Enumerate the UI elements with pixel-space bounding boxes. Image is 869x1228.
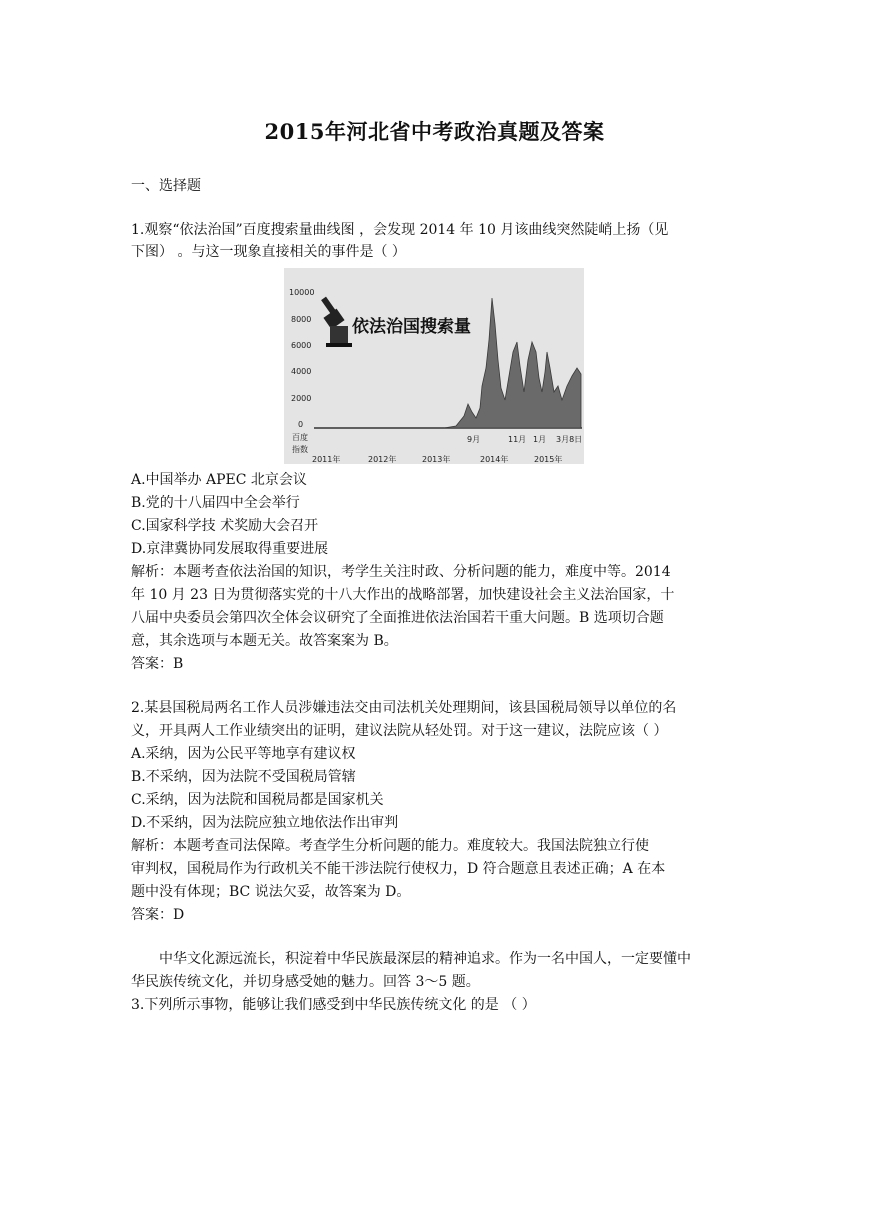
x-month-label: 1月 (533, 435, 547, 444)
x-year-label: 2012年 (368, 455, 397, 464)
figure-chart (284, 268, 584, 464)
x-year-label: 2015年 (534, 455, 563, 464)
y-tick-label: 0 (298, 420, 304, 429)
y-tick-label: 8000 (291, 315, 312, 324)
search-volume-figure (284, 268, 584, 464)
y-tick-label: 4000 (291, 367, 312, 376)
q1-analysis-line: 解析：本题考查依法治国的知识，考学生关注时政、分析问题的能力，难度中等。2014 (131, 564, 671, 580)
q2-option-c: C.采纳，因为法院和国税局都是国家机关 (131, 792, 384, 808)
x-month-label: 11月 (508, 435, 527, 444)
q1-answer: 答案：B (131, 656, 184, 672)
q1-stem-line2: 下图） 。与这一现象直接相关的事件是（ ） (131, 244, 406, 260)
q2-option-d: D.不采纳，因为法院应独立地依法作出审判 (131, 815, 399, 831)
page-title: 2015年河北省中考政治真题及答案 (264, 119, 605, 144)
y-tick-label: 2000 (291, 394, 312, 403)
x-month-label: 9月 (467, 435, 481, 444)
q2-analysis-line: 解析：本题考查司法保障。考查学生分析问题的能力。难度较大。我国法院独立行使 (131, 838, 649, 854)
q1-option-c: C.国家科学技 术奖励大会召开 (131, 518, 319, 534)
q2-analysis-line: 题中没有体现；BC 说法欠妥，故答案为 D。 (131, 884, 411, 900)
q1-stem-line1: 1.观察“依法治国”百度搜索量曲线图 ，会发现 2014 年 10 月该曲线突然陡峭上扬（见 (131, 222, 669, 238)
q2-analysis-line: 审判权，国税局作为行政机关不能干涉法院行使权力，D 符合题意且表述正确；A 在本 (131, 861, 666, 877)
x-row-label: 百度 (292, 433, 308, 442)
q3-stem: 3.下列所示事物，能够让我们感受到中华民族传统文化 的是 （ ） (131, 997, 536, 1013)
x-year-label: 2014年 (480, 455, 509, 464)
q1-option-a: A.中国举办 APEC 北京会议 (131, 472, 307, 488)
y-tick-label: 6000 (291, 341, 312, 350)
q1-analysis-line: 年 10 月 23 日为贯彻落实党的十八大作出的战略部署，加快建设社会主义法治国家，十 (131, 587, 675, 603)
figure-caption: 依法治国搜索量 (352, 317, 471, 337)
x-year-label: 2013年 (422, 455, 451, 464)
q2-option-a: A.采纳，因为公民平等地享有建议权 (131, 746, 356, 762)
q1-option-b: B.党的十八届四中全会举行 (131, 495, 300, 511)
q1-analysis-line: 意，其余选项与本题无关。故答案案为 B。 (131, 633, 398, 649)
x-row-label: 指数 (292, 445, 308, 454)
q2-option-b: B.不采纳，因为法院不受国税局管辖 (131, 769, 356, 785)
q2-stem-line1: 2.某县国税局两名工作人员涉嫌违法交由司法机关处理期间，该县国税局领导以单位的名 (131, 700, 677, 716)
x-month-label: 3月8日 (556, 435, 583, 444)
q1-option-d: D.京津冀协同发展取得重要进展 (131, 541, 329, 557)
section-heading: 一、选择题 (131, 178, 201, 194)
q2-answer: 答案：D (131, 907, 185, 923)
y-tick-label: 10000 (289, 288, 315, 297)
intro-line1: 中华文化源远流长，积淀着中华民族最深层的精神追求。作为一名中国人，一定要懂中 (159, 951, 691, 967)
intro-line2: 华民族传统文化，并切身感受她的魅力。回答 3～5 题。 (131, 974, 480, 990)
q2-stem-line2: 义，开具两人工作业绩突出的证明，建议法院从轻处罚。对于这一建议，法院应该（ ） (131, 723, 668, 739)
x-year-label: 2011年 (312, 455, 341, 464)
q1-analysis-line: 八届中央委员会第四次全体会议研究了全面推进依法治国若干重大问题。B 选项切合题 (131, 610, 664, 626)
